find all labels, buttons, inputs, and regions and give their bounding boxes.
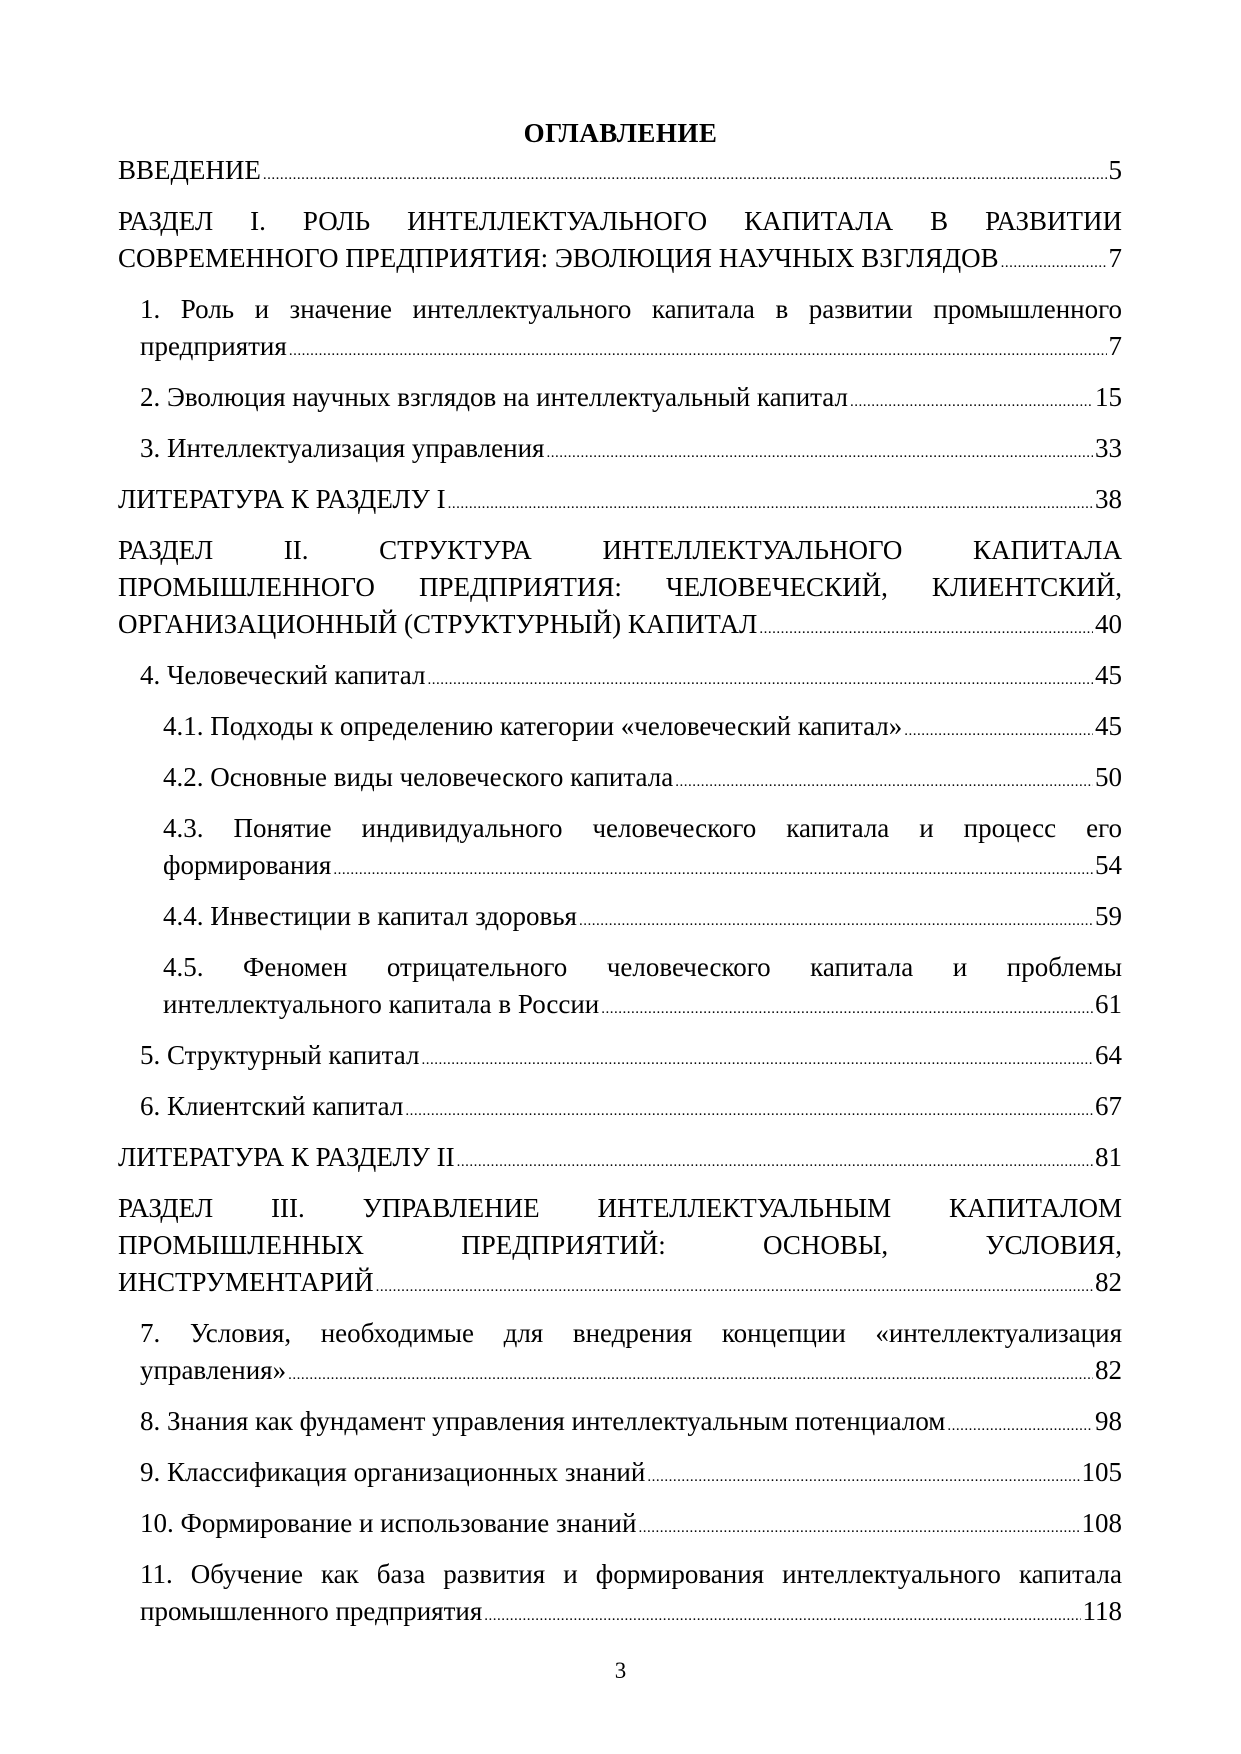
- dot-leader: [405, 1088, 1093, 1130]
- dot-leader: [850, 379, 1093, 421]
- dot-leader: [638, 1505, 1079, 1547]
- toc-entry-line: 4.5. Феномен отрицательного человеческого капитала и проблемы: [163, 952, 1122, 982]
- toc-entry-page: 64: [1095, 1040, 1122, 1070]
- toc-entry-title: 5. Структурный капитал: [140, 1040, 420, 1070]
- dot-leader: [759, 606, 1093, 648]
- toc-entry-page: 45: [1095, 711, 1122, 741]
- dot-leader: [289, 328, 1107, 370]
- toc-entry-title: интеллектуального капитала в России: [163, 989, 600, 1019]
- toc-entry[interactable]: [140, 430, 1122, 472]
- toc-entry-title: промышленного предприятия: [140, 1596, 483, 1626]
- toc-entry-title: 9. Классификация организационных знаний: [140, 1457, 646, 1487]
- toc-entry-title: 10. Формирование и использование знаний: [140, 1508, 637, 1538]
- toc-entry[interactable]: [163, 949, 1122, 1028]
- toc-entry-final-line: [118, 481, 1122, 523]
- toc-entry-line: ПРОМЫШЛЕННОГО ПРЕДПРИЯТИЯ: ЧЕЛОВЕЧЕСКИЙ, КЛИЕНТСКИЙ,: [118, 572, 1122, 602]
- toc-entry[interactable]: [140, 1403, 1122, 1445]
- toc-entry-line: ПРОМЫШЛЕННЫХ ПРЕДПРИЯТИЙ: ОСНОВЫ, УСЛОВИЯ,: [118, 1230, 1122, 1260]
- toc-entry-title: ЛИТЕРАТУРА К РАЗДЕЛУ II: [118, 1142, 455, 1172]
- page-title: ОГЛАВЛЕНИЕ: [523, 118, 718, 148]
- toc-entry-title: 8. Знания как фундамент управления интеллектуальным потенциалом: [140, 1406, 946, 1436]
- toc-entry-title: ИНСТРУМЕНТАРИЙ: [118, 1267, 374, 1297]
- toc-entry-page: 38: [1095, 484, 1122, 514]
- toc-entry-page: 82: [1095, 1267, 1122, 1297]
- toc-entry-final-line: [118, 1264, 1122, 1306]
- toc-entry-title: формирования: [163, 850, 332, 880]
- dot-leader: [546, 430, 1093, 472]
- toc-entry-line: РАЗДЕЛ I. РОЛЬ ИНТЕЛЛЕКТУАЛЬНОГО КАПИТАЛА В РАЗВИТИИ: [118, 206, 1122, 236]
- toc-entry-final-line: [140, 328, 1122, 370]
- dot-leader: [376, 1264, 1093, 1306]
- table-of-contents: [118, 152, 1122, 1635]
- toc-entry[interactable]: [118, 203, 1122, 282]
- toc-entry[interactable]: [140, 379, 1122, 421]
- dot-leader: [427, 657, 1093, 699]
- toc-entry-title: управления»: [140, 1355, 287, 1385]
- toc-entry-final-line: [118, 152, 1122, 194]
- toc-entry[interactable]: [140, 657, 1122, 699]
- toc-entry[interactable]: [140, 291, 1122, 370]
- toc-entry-final-line: [163, 847, 1122, 889]
- toc-entry-page: 15: [1095, 382, 1122, 412]
- dot-leader: [448, 481, 1093, 523]
- toc-entry-page: 59: [1095, 901, 1122, 931]
- toc-entry-final-line: [140, 1037, 1122, 1079]
- toc-entry[interactable]: [163, 759, 1122, 801]
- page-number: 3: [614, 1658, 627, 1683]
- toc-entry[interactable]: [118, 1190, 1122, 1306]
- toc-entry-page: 5: [1108, 155, 1122, 185]
- toc-entry-final-line: [140, 1454, 1122, 1496]
- toc-entry-page: 105: [1081, 1457, 1122, 1487]
- toc-entry-page: 45: [1095, 660, 1122, 690]
- toc-entry[interactable]: [140, 1454, 1122, 1496]
- toc-entry-line: 4.3. Понятие индивидуального человеческого капитала и процесс его: [163, 813, 1122, 843]
- dot-leader: [288, 1352, 1093, 1394]
- toc-entry-page: 67: [1095, 1091, 1122, 1121]
- toc-entry-page: 54: [1095, 850, 1122, 880]
- toc-entry-page: 7: [1108, 331, 1122, 361]
- toc-entry-page: 82: [1095, 1355, 1122, 1385]
- toc-entry-page: 50: [1095, 762, 1122, 792]
- toc-entry-title: предприятия: [140, 331, 287, 361]
- toc-entry[interactable]: [140, 1037, 1122, 1079]
- toc-entry[interactable]: [163, 810, 1122, 889]
- dot-leader: [579, 898, 1093, 940]
- toc-entry-final-line: [118, 606, 1122, 648]
- dot-leader: [601, 986, 1093, 1028]
- toc-entry-page: 40: [1095, 609, 1122, 639]
- toc-entry[interactable]: [140, 1315, 1122, 1394]
- toc-entry-line: 7. Условия, необходимые для внедрения концепции «интеллектуализация: [140, 1318, 1122, 1348]
- toc-entry-final-line: [140, 657, 1122, 699]
- toc-entry-line: РАЗДЕЛ III. УПРАВЛЕНИЕ ИНТЕЛЛЕКТУАЛЬНЫМ КАПИТАЛОМ: [118, 1193, 1122, 1223]
- dot-leader: [675, 759, 1093, 801]
- toc-entry-title: СОВРЕМЕННОГО ПРЕДПРИЯТИЯ: ЭВОЛЮЦИЯ НАУЧНЫХ ВЗГЛЯДОВ: [118, 243, 999, 273]
- dot-leader: [333, 847, 1093, 889]
- dot-leader: [904, 708, 1093, 750]
- toc-entry[interactable]: [163, 708, 1122, 750]
- toc-entry-final-line: [140, 1352, 1122, 1394]
- toc-entry-final-line: [140, 1403, 1122, 1445]
- toc-entry-page: 7: [1108, 243, 1122, 273]
- toc-entry-page: 81: [1095, 1142, 1122, 1172]
- toc-entry-final-line: [163, 759, 1122, 801]
- toc-entry-line: 11. Обучение как база развития и формирования интеллектуального капитала: [140, 1559, 1122, 1589]
- toc-entry-page: 108: [1081, 1508, 1122, 1538]
- toc-entry-page: 98: [1095, 1406, 1122, 1436]
- toc-entry-final-line: [163, 708, 1122, 750]
- toc-entry[interactable]: [118, 1139, 1122, 1181]
- toc-entry-page: 118: [1082, 1596, 1122, 1626]
- toc-entry-title: 4.4. Инвестиции в капитал здоровья: [163, 901, 577, 931]
- toc-entry-title: ЛИТЕРАТУРА К РАЗДЕЛУ I: [118, 484, 446, 514]
- toc-entry-line: 1. Роль и значение интеллектуального капитала в развитии промышленного: [140, 294, 1122, 324]
- toc-entry[interactable]: [118, 481, 1122, 523]
- toc-entry-title: ОРГАНИЗАЦИОННЫЙ (СТРУКТУРНЫЙ) КАПИТАЛ: [118, 609, 758, 639]
- dot-leader: [457, 1139, 1093, 1181]
- dot-leader: [484, 1593, 1080, 1635]
- toc-entry-title: 4. Человеческий капитал: [140, 660, 426, 690]
- toc-entry-final-line: [163, 986, 1122, 1028]
- toc-entry-title: 3. Интеллектуализация управления: [140, 433, 545, 463]
- dot-leader: [421, 1037, 1093, 1079]
- toc-entry-final-line: [140, 430, 1122, 472]
- toc-entry-final-line: [118, 1139, 1122, 1181]
- toc-entry-page: 61: [1095, 989, 1122, 1019]
- dot-leader: [947, 1403, 1093, 1445]
- toc-entry[interactable]: [140, 1505, 1122, 1547]
- dot-leader: [263, 152, 1107, 194]
- toc-entry-final-line: [118, 240, 1122, 282]
- toc-entry-final-line: [140, 1593, 1122, 1635]
- toc-entry-title: ВВЕДЕНИЕ: [118, 155, 261, 185]
- toc-entry-final-line: [140, 379, 1122, 421]
- dot-leader: [1001, 240, 1107, 282]
- toc-entry-final-line: [163, 898, 1122, 940]
- toc-entry-final-line: [140, 1505, 1122, 1547]
- toc-entry-title: 6. Клиентский капитал: [140, 1091, 404, 1121]
- toc-entry[interactable]: [140, 1088, 1122, 1130]
- toc-entry[interactable]: [118, 152, 1122, 194]
- toc-entry-line: РАЗДЕЛ II. СТРУКТУРА ИНТЕЛЛЕКТУАЛЬНОГО КАПИТАЛА: [118, 535, 1122, 565]
- toc-entry[interactable]: [163, 898, 1122, 940]
- toc-entry-title: 4.2. Основные виды человеческого капитала: [163, 762, 674, 792]
- dot-leader: [647, 1454, 1079, 1496]
- toc-entry-title: 2. Эволюция научных взглядов на интеллектуальный капитал: [140, 382, 848, 412]
- toc-entry[interactable]: [140, 1556, 1122, 1635]
- toc-entry[interactable]: [118, 532, 1122, 648]
- toc-entry-title: 4.1. Подходы к определению категории «человеческий капитал»: [163, 711, 903, 741]
- toc-entry-page: 33: [1095, 433, 1122, 463]
- toc-entry-final-line: [140, 1088, 1122, 1130]
